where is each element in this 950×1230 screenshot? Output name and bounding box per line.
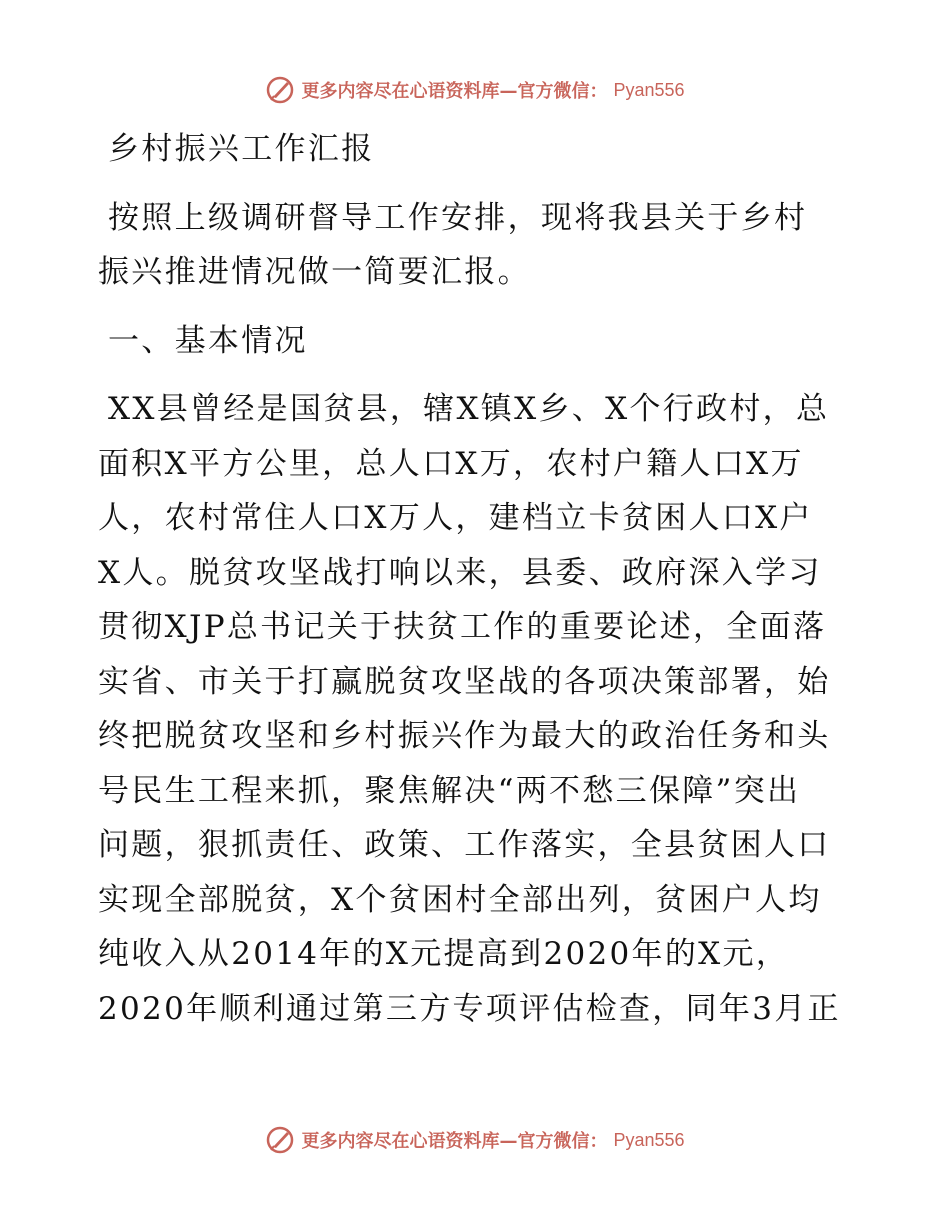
body-line: 问题，狠抓责任、政策、工作落实，全县贫困人口 <box>98 827 831 863</box>
watermark-wechat-id: Pyan556 <box>613 79 685 100</box>
body-line: 实省、市关于打赢脱贫攻坚战的各项决策部署，始 <box>98 663 831 700</box>
body-line: 实现全部脱贫，X个贫困村全部出列，贫困户人均 <box>98 881 822 918</box>
body-line: 号民生工程来抓，聚焦解决“两不愁三保障”突出 <box>98 772 801 809</box>
document-title: 乡村振兴工作汇报 <box>108 131 375 167</box>
header-watermark-banner <box>0 70 950 110</box>
intro-line-2: 振兴推进情况做一简要汇报。 <box>98 254 531 290</box>
watermark-wechat-id: Pyan556 <box>613 1129 685 1150</box>
quill-logo-icon <box>265 1125 295 1155</box>
body-line: 纯收入从2014年的X元提高到2020年的X元， <box>98 936 790 972</box>
body-line: 面积X平方公里，总人口X万，农村户籍人口X万 <box>98 445 804 482</box>
body-line: 终把脱贫攻坚和乡村振兴作为最大的政治任务和头 <box>98 718 831 754</box>
watermark-text: 更多内容尽在心语资料库—官方微信： <box>301 81 608 102</box>
quill-logo-icon <box>265 75 295 105</box>
footer-watermark-banner <box>0 1120 950 1160</box>
watermark-text: 更多内容尽在心语资料库—官方微信： <box>301 1131 608 1152</box>
body-line: 人，农村常住人口X万人，建档立卡贫困人口X户 <box>98 500 813 536</box>
body-line: 贯彻XJP总书记关于扶贫工作的重要论述，全面落 <box>98 609 827 645</box>
document-body <box>98 122 858 1036</box>
section-heading: 一、基本情况 <box>108 322 308 359</box>
body-line: 2020年顺利通过第三方专项评估检查，同年3月正 <box>98 990 841 1027</box>
intro-line-1: 按照上级调研督导工作安排，现将我县关于乡村 <box>108 199 808 236</box>
body-line: X人。脱贫攻坚战打响以来，县委、政府深入学习 <box>98 554 822 591</box>
body-line: XX县曾经是国贫县，辖X镇X乡、X个行政村，总 <box>108 391 830 427</box>
